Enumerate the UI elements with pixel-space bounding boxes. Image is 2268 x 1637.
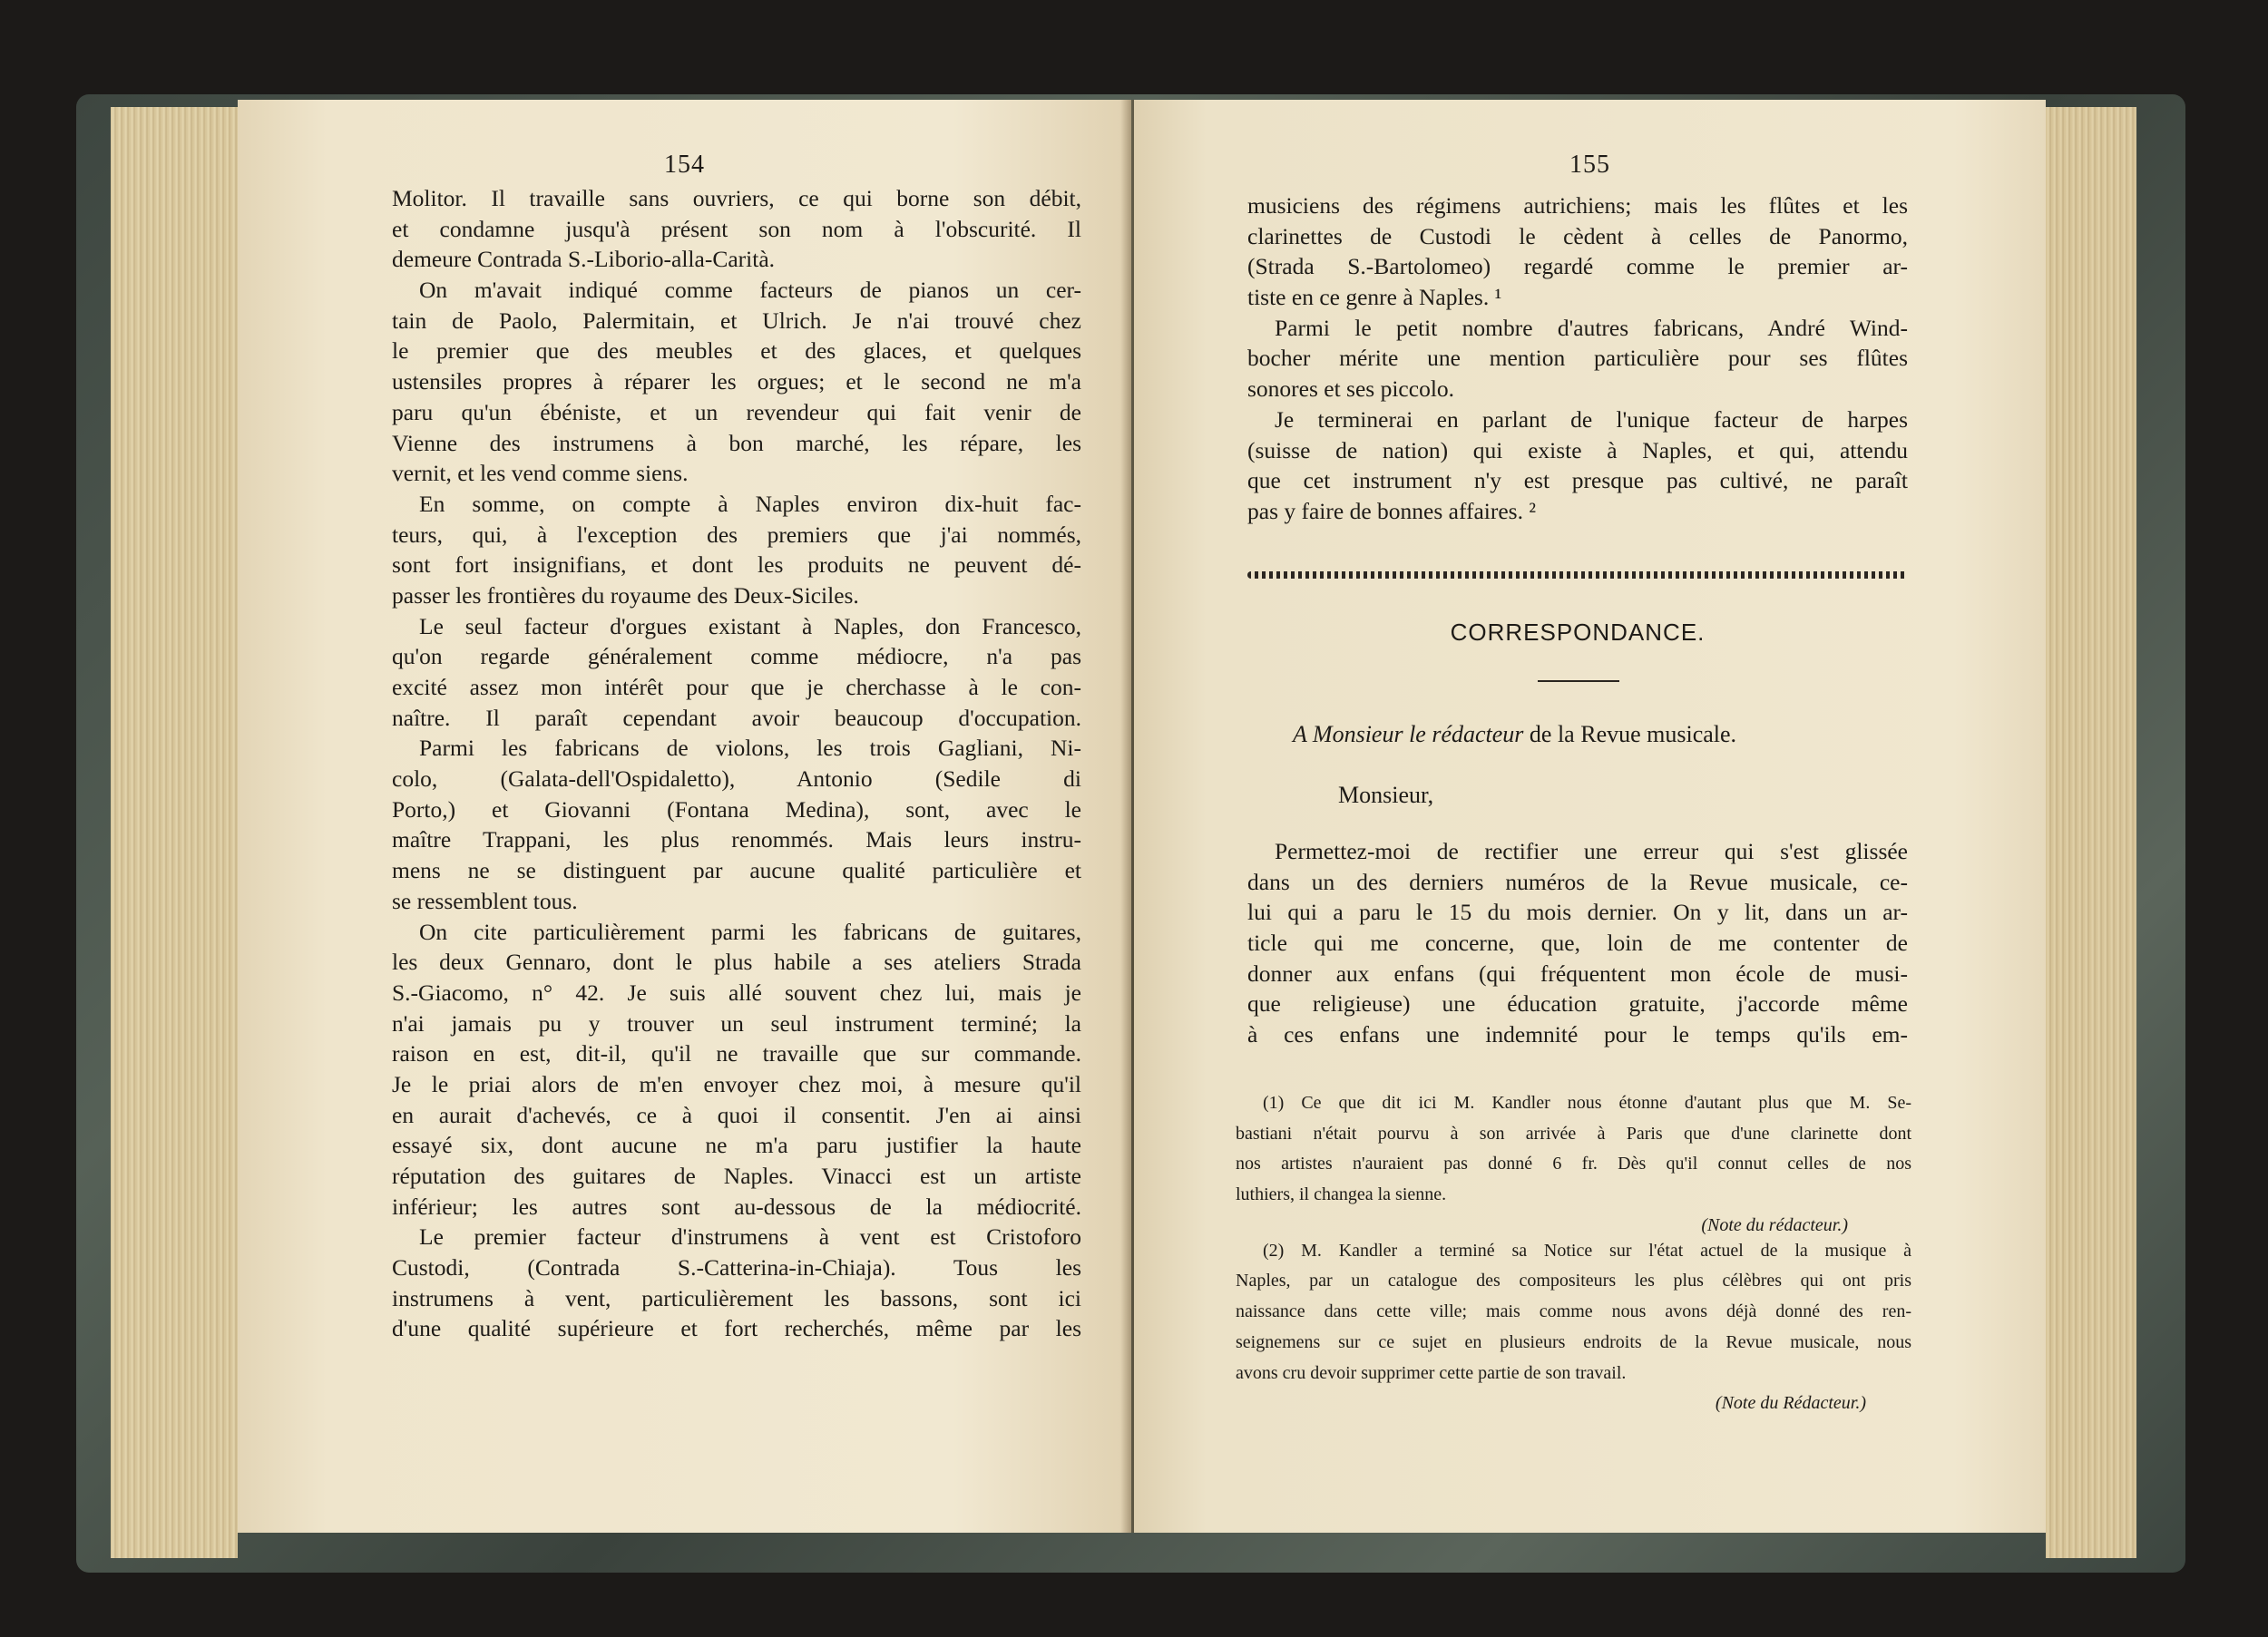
text-line: demeure Contrada S.-Liborio-alla-Carità. — [392, 246, 776, 273]
text-line: d'une qualité supérieure et fort recherchés, même par les — [392, 1315, 1081, 1342]
text-line: sonores et ses piccolo. — [1247, 375, 1455, 403]
text-line: On m'avait indiqué comme facteurs de pianos un cer- — [419, 277, 1081, 304]
text-line: le premier que des meubles et des glaces, et quelques — [392, 337, 1081, 365]
text-line: Parmi le petit nombre d'autres fabricans, André Wind- — [1275, 314, 1908, 341]
footnote-line: naissance dans cette ville; mais comme nous avons déjà donné des ren- — [1236, 1301, 1911, 1322]
text-line: n'ai jamais pu y trouver un seul instrument terminé; la — [392, 1009, 1081, 1037]
text-line: qu'on regarde généralement comme médiocre, n'a pas — [392, 643, 1081, 670]
text-line: teurs, qui, à l'exception des premiers que j'ai nommés, — [392, 521, 1081, 548]
text-line: instrumens à vent, particulièrement les bassons, sont ici — [392, 1284, 1081, 1311]
text-line: En somme, on compte à Naples environ dix-huit fac- — [419, 490, 1081, 517]
letter-address-italic: A Monsieur le rédacteur — [1293, 721, 1524, 747]
right-page — [1134, 100, 2046, 1533]
text-line: donner aux enfans (qui fréquentent mon école de musi- — [1247, 960, 1908, 987]
text-line: vernit, et les vend comme siens. — [392, 460, 689, 487]
text-line: Je terminerai en parlant de l'unique facteur de harpes — [1275, 405, 1908, 433]
text-line: Le seul facteur d'orgues existant à Naples, don Francesco, — [419, 612, 1081, 639]
text-line: excité assez mon intérêt pour que je cherchasse à le con- — [392, 674, 1081, 700]
text-line: colo, (Galata-dell'Ospidaletto), Antonio (Sedile di — [392, 765, 1081, 793]
text-line: Parmi les fabricans de violons, les trois Gagliani, Ni- — [419, 735, 1081, 762]
right-page-text — [1247, 190, 1908, 527]
text-line: (suisse de nation) qui existe à Naples, et qui, attendu — [1247, 436, 1908, 463]
text-line: tiste en ce genre à Naples. ¹ — [1247, 284, 1502, 311]
footnote-signature: (Note du Rédacteur.) — [1715, 1393, 1866, 1414]
title-underline — [1538, 680, 1619, 682]
text-line: inférieur; les autres sont au-dessous de la médiocrité. — [392, 1193, 1081, 1220]
text-line: bocher mérite une mention particulière pour ses flûtes — [1247, 345, 1908, 372]
footnote-line: (1) Ce que dit ici M. Kandler nous étonne d'autant plus que M. Se- — [1263, 1093, 1911, 1113]
text-line: mens ne se distinguent par aucune qualité particulière et — [392, 857, 1081, 884]
text-line: lui qui a paru le 15 du mois dernier. On y lit, dans un ar- — [1247, 899, 1908, 926]
text-line: ticle qui me concerne, que, loin de me contenter de — [1247, 930, 1908, 957]
text-line: paru qu'un ébéniste, et un revendeur qui fait venir de — [392, 398, 1081, 425]
left-page-text — [392, 183, 1081, 1344]
text-line: pas y faire de bonnes affaires. ² — [1247, 497, 1537, 524]
footnote-line: nos artistes n'auraient pas donné 6 fr. Dès qu'il connut celles de nos — [1236, 1154, 1911, 1174]
text-line: naître. Il paraît cependant avoir beaucoup d'occupation. — [392, 704, 1081, 731]
text-line: Molitor. Il travaille sans ouvriers, ce qui borne son débit, — [392, 185, 1081, 211]
text-line: sont fort insignifians, et dont les produits ne peuvent dé- — [392, 551, 1081, 579]
text-line: ustensiles propres à réparer les orgues; et le second ne m'a — [392, 368, 1081, 395]
text-line: (Strada S.-Bartolomeo) regardé comme le premier ar- — [1247, 253, 1908, 280]
footnote-line: bastiani n'était pourvu à son arrivée à Paris que d'une clarinette dont — [1236, 1123, 1911, 1144]
text-line: On cite particulièrement parmi les fabricans de guitares, — [419, 918, 1081, 945]
text-line: les deux Gennaro, dont le plus habile a ses ateliers Strada — [392, 949, 1081, 976]
text-line: Vienne des instrumens à bon marché, les répare, les — [392, 429, 1081, 456]
section-separator — [1247, 571, 1908, 579]
text-line: Porto,) et Giovanni (Fontana Medina), sont, avec le — [392, 795, 1081, 823]
text-line: passer les frontières du royaume des Deux-Siciles. — [392, 581, 859, 609]
text-line: tain de Paolo, Palermitain, et Ulrich. Je n'ai trouvé chez — [392, 307, 1081, 334]
footnote-line: luthiers, il changea la sienne. — [1236, 1184, 1447, 1205]
page-edges-left — [111, 107, 238, 1558]
text-line: en aurait d'achevés, ce à quoi il consentit. J'en ai ainsi — [392, 1101, 1081, 1128]
footnotes — [1236, 1090, 1911, 1416]
text-line: que religieuse) une éducation gratuite, j'accorde même — [1247, 990, 1908, 1018]
footnote-signature: (Note du rédacteur.) — [1701, 1214, 1848, 1235]
text-line: S.-Giacomo, n° 42. Je suis allé souvent chez lui, mais je — [392, 979, 1081, 1006]
letter-address — [1293, 721, 1910, 748]
text-line: Le premier facteur d'instrumens à vent est Cristoforo — [419, 1223, 1081, 1251]
text-line: se ressemblent tous. — [392, 887, 578, 914]
text-line: que cet instrument n'y est presque pas cultivé, ne paraît — [1247, 467, 1908, 494]
letter-body — [1247, 836, 1908, 1050]
footnote-line: avons cru devoir supprimer cette partie de son travail. — [1236, 1362, 1627, 1383]
letter-address-rest: de la Revue musicale. — [1523, 721, 1737, 747]
text-line: Permettez-moi de rectifier une erreur qui s'est glissée — [1275, 838, 1908, 864]
page-number-left: 154 — [664, 151, 705, 179]
page-number-right: 155 — [1569, 151, 1610, 179]
section-title: CORRESPONDANCE. — [1450, 619, 1706, 646]
footnote-line: (2) M. Kandler a terminé sa Notice sur l'état actuel de la musique à — [1263, 1240, 1911, 1261]
text-line: dans un des derniers numéros de la Revue musicale, ce- — [1247, 868, 1908, 895]
left-page — [238, 100, 1131, 1533]
text-line: clarinettes de Custodi le cèdent à celles de Panormo, — [1247, 222, 1908, 249]
text-line: réputation des guitares de Naples. Vinacci est un artiste — [392, 1163, 1081, 1189]
letter-salutation: Monsieur, — [1338, 782, 1434, 808]
page-edges-right — [2046, 107, 2136, 1558]
text-line: à ces enfans une indemnité pour le temps qu'ils em- — [1247, 1021, 1908, 1048]
text-line: Custodi, (Contrada S.-Catterina-in-Chiaja). Tous les — [392, 1254, 1081, 1281]
text-line: maître Trappani, les plus renommés. Mais leurs instru- — [392, 826, 1081, 853]
text-line: essayé six, dont aucune ne m'a paru justifier la haute — [392, 1132, 1081, 1159]
footnote-line: seignemens sur ce sujet en plusieurs endroits de la Revue musicale, nous — [1236, 1331, 1911, 1352]
text-line: et condamne jusqu'à présent son nom à l'obscurité. Il — [392, 215, 1081, 242]
text-line: raison en est, dit-il, qu'il ne travaille que sur commande. — [392, 1040, 1081, 1067]
text-line: musiciens des régimens autrichiens; mais les flûtes et les — [1247, 192, 1908, 219]
footnote-line: Naples, par un catalogue des compositeurs les plus célèbres qui ont pris — [1236, 1271, 1911, 1291]
text-line: Je le priai alors de m'en envoyer chez moi, à mesure qu'il — [392, 1070, 1081, 1097]
